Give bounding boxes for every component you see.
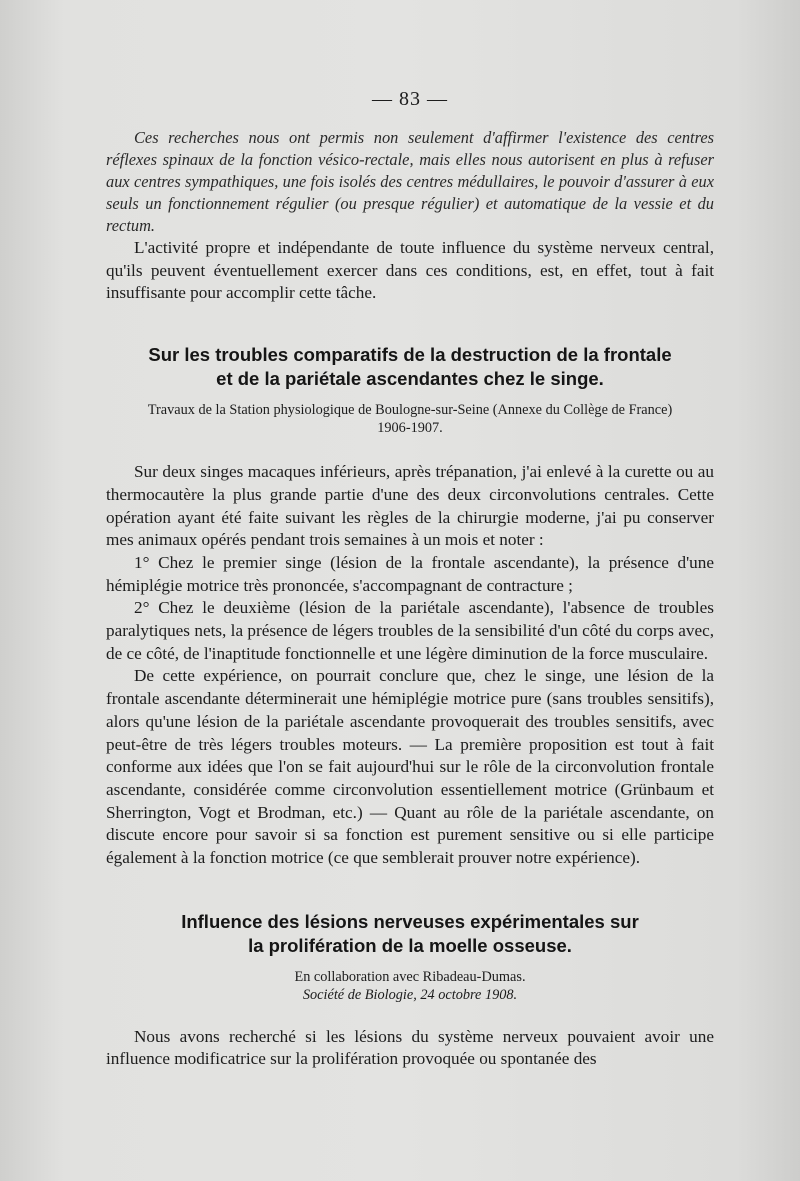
section-2-body <box>106 1026 714 1071</box>
section-1-body <box>106 461 714 870</box>
section-1-title <box>106 343 714 391</box>
section-1-paragraph: De cette expérience, on pourrait conclure que, chez le singe, une lésion de la frontale ascendante déterminerait une hémiplégie motrice pure (sans troubles sensitifs), alors qu'une lésion de la pariétale ascendante provoquerait des troubles sensitifs, avec peut-être de très légers troubles moteurs. — La première proposition est tout à fait conforme aux idées que l'on se fait aujourd'hui sur le rôle de la circonvolution frontale ascendante, considérée comme circonvolution essentiellement motrice (Grünbaum et Sherrington, Vogt et Brodman, etc.) — Quant au rôle de la pariétale ascendante, on discute encore pour savoir si sa fonction est purement sensitive ou si elle participe également à la fonction motrice (ce que semblerait prouver notre expérience). <box>106 666 714 868</box>
section-1-title-line-1: Sur les troubles comparatifs de la destruction de la frontale <box>148 344 672 366</box>
section-1 <box>106 343 714 870</box>
section-2 <box>106 910 714 1071</box>
section-2-paragraph: Nous avons recherché si les lésions du système nerveux pouvaient avoir une influence modificatrice sur la prolifération provoquée ou spontanée des <box>106 1026 714 1069</box>
section-2-title-line-2: la prolifération de la moelle osseuse. <box>248 934 572 956</box>
section-2-title-line-1: Influence des lésions nerveuses expérimentales sur <box>181 910 639 932</box>
intro-italic-paragraph: Ces recherches nous ont permis non seulement d'affirmer l'existence des centres réflexes spinaux de la fonction vésico-rectale, mais elles nous autorisent en plus à refuser aux centres sympathiques, une fois isolés des centres médullaires, le pouvoir d'assurer à eux seuls un fonctionnement régulier (ou presque régulier) et automatique de la vessie et du rectum. <box>106 128 714 235</box>
intro-paragraph: L'activité propre et indépendante de toute influence du système nerveux central, qu'ils peuvent éventuellement exercer dans ces conditions, est, en effet, tout à fait insuffisante pour accomplir cette tâche. <box>106 238 714 303</box>
section-1-source <box>106 401 714 437</box>
section-1-paragraph: 1° Chez le premier singe (lésion de la frontale ascendante), la présence d'une hémiplégie motrice très prononcée, s'accompagnant de contracture ; <box>106 552 714 595</box>
section-1-paragraph: 2° Chez le deuxième (lésion de la pariétale ascendante), l'absence de troubles paralytiques nets, la présence de légers troubles de la sensibilité d'un côté du corps avec, de ce côté, de l'inaptitude fonctionnelle et une légère diminution de la force musculaire. <box>106 598 714 663</box>
section-1-title-line-2: et de la pariétale ascendantes chez le singe. <box>216 368 604 390</box>
page-number: — 83 — <box>372 88 448 110</box>
section-2-source: Société de Biologie, 24 octobre 1908. <box>302 986 518 1003</box>
section-1-source-line-2: 1906-1907. <box>377 420 443 437</box>
section-2-collaboration: En collaboration avec Ribadeau-Dumas. <box>294 968 526 985</box>
page-content <box>106 88 714 1071</box>
section-2-title <box>106 910 714 958</box>
section-1-source-line-1: Travaux de la Station physiologique de Boulogne-sur-Seine (Annexe du Collège de France) <box>147 402 673 419</box>
section-1-paragraph: Sur deux singes macaques inférieurs, après trépanation, j'ai enlevé à la curette ou au thermocautère la plus grande partie d'une des deux circonvolutions centrales. Cette opération ayant été faite suivant les règles de la chirurgie moderne, j'ai pu conserver mes animaux opérés pendant trois semaines à un mois et noter : <box>106 462 714 550</box>
